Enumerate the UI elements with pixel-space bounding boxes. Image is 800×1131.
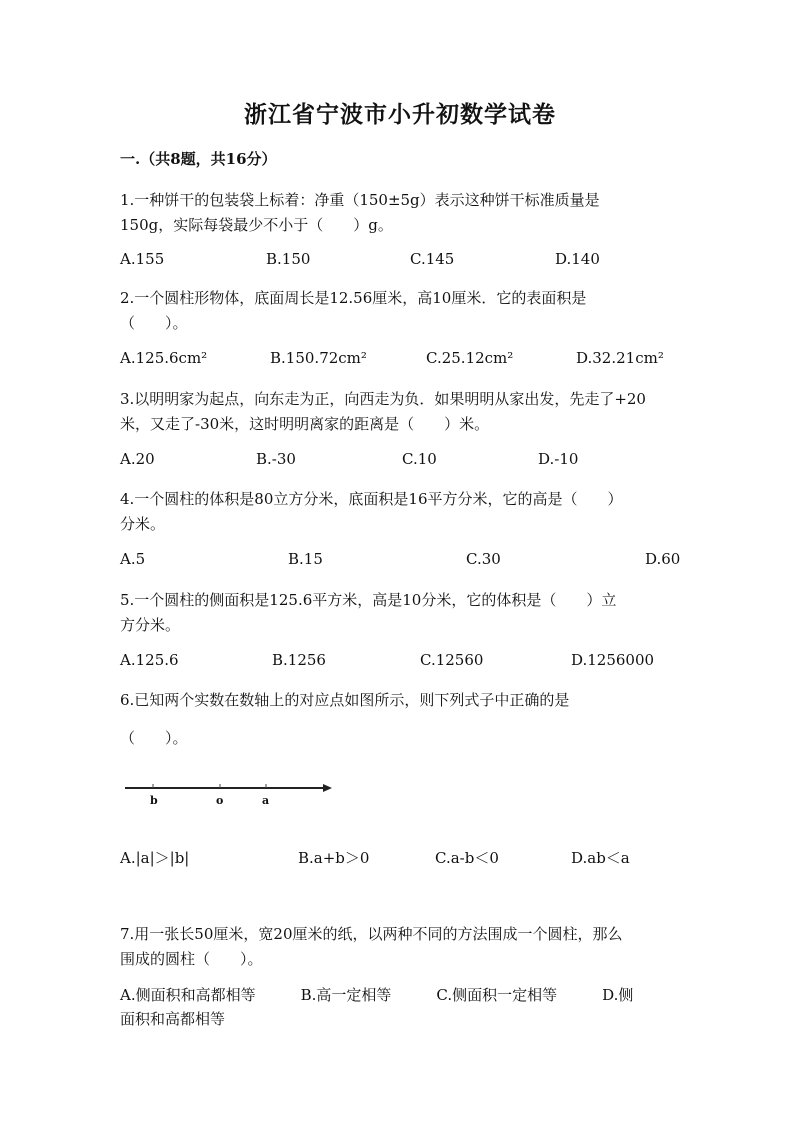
option-d[interactable]: D.1256000: [571, 651, 655, 669]
question-6-line-1: 6.已知两个实数在数轴上的对应点如图所示，则下列式子中正确的是: [120, 691, 570, 709]
option-b[interactable]: B.1256: [272, 651, 326, 669]
section-heading: 一.（共8题，共16分）: [120, 150, 277, 168]
question-4: [120, 487, 680, 537]
question-7-options-line-1[interactable]: A.侧面积和高都相等 B.高一定相等 C.侧面积一定相等 D.侧: [120, 986, 634, 1004]
question-4-options: [120, 550, 680, 574]
question-2-line-2: （ ）。: [120, 314, 188, 332]
question-4-line-2: 分米。: [120, 515, 166, 533]
option-a[interactable]: A.125.6: [120, 651, 179, 669]
option-c[interactable]: C.25.12cm²: [426, 349, 514, 367]
question-5-line-1: 5.一个圆柱的侧面积是125.6平方米，高是10分米，它的体积是（ ）立: [120, 591, 617, 609]
option-a[interactable]: A.155: [120, 250, 165, 268]
option-c[interactable]: C.30: [466, 550, 501, 568]
option-d[interactable]: D.-10: [538, 450, 579, 468]
number-line-label-a: a: [262, 794, 270, 807]
option-b[interactable]: B.15: [288, 550, 323, 568]
question-5-options: [120, 651, 680, 675]
question-7: [120, 922, 680, 972]
number-line-figure: [120, 772, 340, 812]
option-a[interactable]: A.20: [120, 450, 155, 468]
option-d[interactable]: D.ab＜a: [571, 849, 630, 867]
option-b[interactable]: B.-30: [256, 450, 296, 468]
number-line-label-o: o: [216, 794, 224, 807]
option-b[interactable]: B.150.72cm²: [270, 349, 367, 367]
option-c[interactable]: C.145: [410, 250, 455, 268]
question-6: [120, 688, 680, 750]
question-2: [120, 286, 680, 336]
question-2-options: [120, 349, 680, 373]
option-b[interactable]: B.150: [266, 250, 311, 268]
question-5: [120, 588, 680, 638]
question-6-line-2: （ ）。: [120, 729, 188, 747]
option-b[interactable]: B.a+b＞0: [298, 849, 370, 867]
option-c[interactable]: C.12560: [420, 651, 484, 669]
option-d[interactable]: D.32.21cm²: [576, 349, 664, 367]
question-1-line-1: 1.一种饼干的包装袋上标着：净重（150±5g）表示这种饼干标准质量是: [120, 191, 600, 209]
question-1-line-2: 150g，实际每袋最少不小于（ ）g。: [120, 216, 393, 234]
question-7-options: [120, 983, 680, 1031]
question-3-line-2: 米，又走了-30米，这时明明离家的距离是（ ）米。: [120, 415, 490, 433]
question-1: [120, 188, 680, 238]
option-c[interactable]: C.a-b＜0: [435, 849, 499, 867]
question-4-line-1: 4.一个圆柱的体积是80立方分米，底面积是16平方分米，它的高是（ ）: [120, 490, 623, 508]
question-1-options: [120, 250, 680, 274]
question-6-options: [120, 847, 680, 871]
option-a[interactable]: A.125.6cm²: [120, 349, 208, 367]
question-7-options-line-2[interactable]: 面积和高都相等: [120, 1010, 226, 1028]
number-line-label-b: b: [150, 794, 158, 807]
arrowhead-icon: [323, 784, 332, 792]
page-title: 浙江省宁波市小升初数学试卷: [244, 101, 556, 128]
question-2-line-1: 2.一个圆柱形物体，底面周长是12.56厘米，高10厘米．它的表面积是: [120, 289, 587, 307]
option-d[interactable]: D.60: [645, 550, 681, 568]
question-3-line-1: 3.以明明家为起点，向东走为正，向西走为负．如果明明从家出发，先走了+20: [120, 390, 646, 408]
question-7-line-1: 7.用一张长50厘米，宽20厘米的纸，以两种不同的方法围成一个圆柱，那么: [120, 925, 623, 943]
option-a[interactable]: A.|a|＞|b|: [120, 849, 190, 867]
question-3-options: [120, 450, 680, 474]
question-7-line-2: 围成的圆柱（ ）。: [120, 950, 263, 968]
question-5-line-2: 方分米。: [120, 616, 181, 634]
option-c[interactable]: C.10: [402, 450, 437, 468]
question-3: [120, 387, 680, 437]
option-d[interactable]: D.140: [555, 250, 600, 268]
option-a[interactable]: A.5: [120, 550, 146, 568]
